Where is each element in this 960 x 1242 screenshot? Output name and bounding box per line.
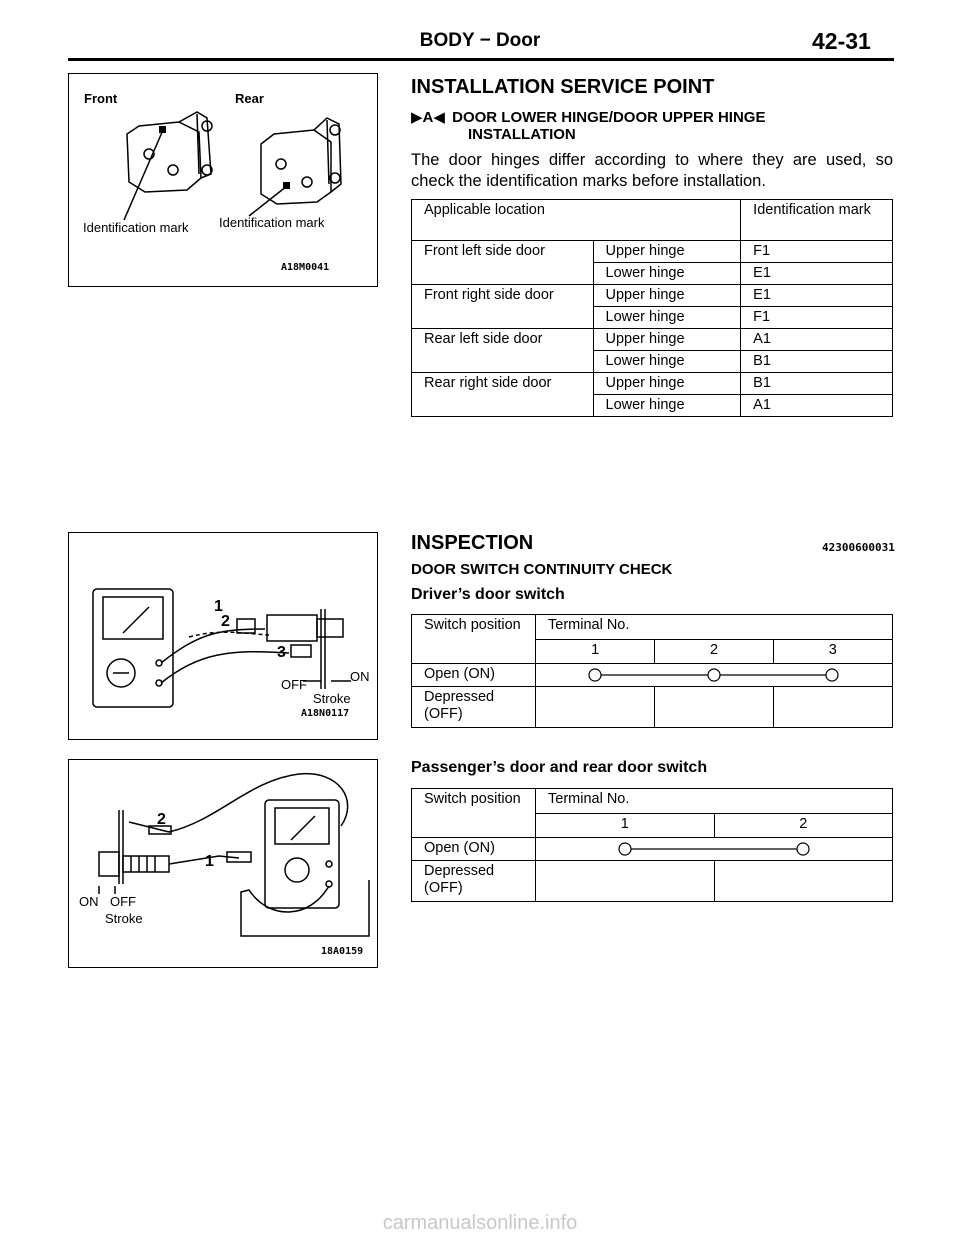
table-cell-hinge: Upper hinge <box>593 329 741 351</box>
table-cell-location: Rear left side door <box>412 329 594 373</box>
hinge-identification-table <box>411 199 893 417</box>
table-header-location: Applicable location <box>412 200 741 241</box>
table-cell-empty <box>773 687 892 728</box>
table-header-identification-mark: Identification mark <box>741 200 893 241</box>
table-cell-empty <box>655 687 773 728</box>
table-cell-location: Front left side door <box>412 241 594 285</box>
driver-switch-figure <box>68 532 378 740</box>
table-row <box>412 861 893 902</box>
driver-terminal-3: 3 <box>773 639 892 664</box>
driver-header-terminal: Terminal No. <box>536 615 893 640</box>
hinge-figure <box>68 73 378 287</box>
driver-door-switch-heading: Driver’s door switch <box>411 586 565 603</box>
table-header-row <box>412 200 893 241</box>
driver-switch-table <box>411 614 893 728</box>
passenger-switch-table <box>411 788 893 902</box>
table-cell-hinge: Upper hinge <box>593 285 741 307</box>
table-cell-hinge: Lower hinge <box>593 263 741 285</box>
marker-left-triangle-icon: ◀ <box>433 109 445 126</box>
driver-figure-terminal-2: 2 <box>221 613 230 630</box>
table-cell-mark: A1 <box>741 329 893 351</box>
driver-figure-code: A18N0117 <box>301 708 350 719</box>
driver-figure-on-label: ON <box>350 669 370 684</box>
inspection-code: 42300600031 <box>822 541 895 554</box>
passenger-figure-off-label: OFF <box>110 894 136 909</box>
table-row <box>412 329 893 351</box>
passenger-switch-figure <box>68 759 378 968</box>
table-cell-hinge: Upper hinge <box>593 241 741 263</box>
header-rule <box>68 58 894 61</box>
installation-marker: A <box>422 109 434 126</box>
passenger-header-switch-position: Switch position <box>412 789 536 838</box>
identification-mark-label-right: Identification mark <box>219 215 325 230</box>
table-cell-mark: F1 <box>741 307 893 329</box>
table-row <box>412 838 893 861</box>
installation-subtitle-line2: INSTALLATION <box>468 126 576 143</box>
passenger-figure-terminal-2: 2 <box>157 811 166 828</box>
identification-mark-label-left: Identification mark <box>83 220 189 235</box>
table-cell-empty <box>714 861 893 902</box>
driver-continuity-diagram <box>536 664 892 686</box>
rear-label: Rear <box>235 91 264 106</box>
marker-right-triangle-icon: ▶ <box>411 109 423 126</box>
installation-service-point-heading: INSTALLATION SERVICE POINT <box>411 76 715 98</box>
passenger-figure-on-label: ON <box>79 894 99 909</box>
table-row <box>412 285 893 307</box>
table-cell-mark: E1 <box>741 285 893 307</box>
passenger-continuity-cell <box>536 838 893 861</box>
table-cell-location: Rear right side door <box>412 373 594 417</box>
hinge-figure-code: A18M0041 <box>281 262 330 273</box>
table-row <box>412 687 893 728</box>
front-label: Front <box>84 91 118 106</box>
table-cell-mark: E1 <box>741 263 893 285</box>
table-cell-empty <box>536 687 655 728</box>
passenger-terminal-1: 1 <box>536 813 715 838</box>
driver-figure-stroke-label: Stroke <box>313 691 351 706</box>
table-cell-hinge: Lower hinge <box>593 351 741 373</box>
section-title: BODY − Door <box>419 30 541 51</box>
table-cell-mark: A1 <box>741 395 893 417</box>
passenger-figure-stroke-label: Stroke <box>105 911 143 926</box>
driver-terminal-2: 2 <box>655 639 773 664</box>
driver-figure-terminal-1: 1 <box>214 598 223 615</box>
driver-row-depressed-label: Depressed (OFF) <box>412 687 536 728</box>
table-cell-hinge: Lower hinge <box>593 395 741 417</box>
table-cell-empty <box>536 861 715 902</box>
driver-header-switch-position: Switch position <box>412 615 536 664</box>
passenger-switch-illustration <box>69 760 379 969</box>
table-cell-mark: B1 <box>741 351 893 373</box>
watermark: carmanualsonline.info <box>382 1212 578 1234</box>
table-cell-location: Front right side door <box>412 285 594 329</box>
table-cell-mark: F1 <box>741 241 893 263</box>
installation-subheading <box>411 108 891 126</box>
passenger-door-switch-heading: Passenger’s door and rear door switch <box>411 759 708 776</box>
passenger-continuity-diagram <box>536 838 892 860</box>
driver-figure-off-label: OFF <box>281 677 307 692</box>
page-number: 42-31 <box>812 28 871 54</box>
installation-subtitle-line1: DOOR LOWER HINGE/DOOR UPPER HINGE <box>452 109 766 126</box>
installation-paragraph: The door hinges differ according to where they are used, so check the identification marks before installation. <box>411 151 893 190</box>
door-switch-continuity-check-heading: DOOR SWITCH CONTINUITY CHECK <box>411 561 673 578</box>
table-row <box>412 664 893 687</box>
passenger-figure-terminal-1: 1 <box>205 853 214 870</box>
passenger-figure-code: 18A0159 <box>321 946 364 957</box>
table-cell-mark: B1 <box>741 373 893 395</box>
passenger-header-terminal: Terminal No. <box>536 789 893 814</box>
table-header-row <box>412 615 893 640</box>
driver-continuity-cell <box>536 664 893 687</box>
driver-row-open-label: Open (ON) <box>412 664 536 687</box>
driver-figure-terminal-3: 3 <box>277 644 286 661</box>
hinge-illustration <box>69 74 379 288</box>
table-row <box>412 373 893 395</box>
driver-terminal-1: 1 <box>536 639 655 664</box>
passenger-row-open-label: Open (ON) <box>412 838 536 861</box>
table-cell-hinge: Upper hinge <box>593 373 741 395</box>
passenger-row-depressed-label: Depressed (OFF) <box>412 861 536 902</box>
table-row <box>412 241 893 263</box>
table-header-row <box>412 789 893 814</box>
passenger-terminal-2: 2 <box>714 813 893 838</box>
inspection-heading: INSPECTION <box>411 532 534 554</box>
table-cell-hinge: Lower hinge <box>593 307 741 329</box>
